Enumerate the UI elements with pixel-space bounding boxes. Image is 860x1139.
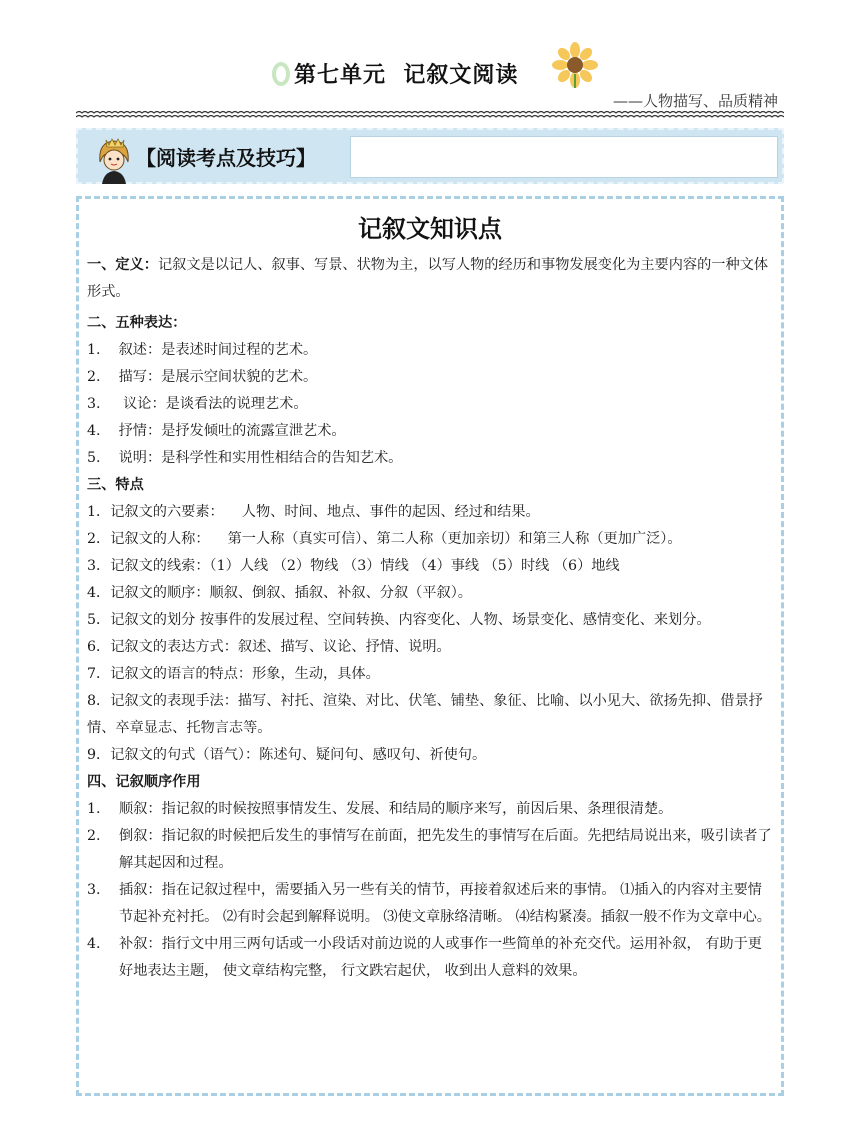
feature-item: 2．记叙文的人称： 第一人称（真实可信）、第二人称（更加亲切）和第三人称（更加广泛）。 bbox=[87, 531, 682, 547]
feature-item: 5．记叙文的划分 按事件的发展过程、空间转换、内容变化、人物、场景变化、感情变化、来划分。 bbox=[87, 612, 711, 628]
definition-label: 一、定义： bbox=[87, 257, 158, 273]
knowledge-box bbox=[76, 196, 784, 1096]
section-label: 【阅读考点及技巧】 bbox=[136, 146, 316, 170]
circle-decoration-icon bbox=[272, 62, 290, 86]
order-number: 3. bbox=[87, 882, 101, 898]
feature-item: 6．记叙文的表达方式：叙述、描写、议论、抒情、说明。 bbox=[87, 639, 451, 655]
order-text: 倒叙：指记叙的时候把后发生的事情写在前面，把先发生的事情写在后面。先把结局说出来，吸引读者了解其起因和过程。 bbox=[119, 828, 772, 871]
order-text: 插叙：指在记叙过程中，需要插入另一些有关的情节，再接着叙述后来的事情。 ⑴插入的内容对主要情节起补充衬托。 ⑵有时会起到解释说明。 ⑶使文章脉络清晰。 ⑷结构紧凑。插叙一般不作为文章中心。 bbox=[119, 882, 771, 925]
order-item bbox=[87, 823, 775, 877]
wave-divider bbox=[76, 110, 784, 120]
order-number: 4. bbox=[87, 936, 101, 952]
order-item bbox=[87, 877, 775, 931]
order-number: 2. bbox=[87, 828, 101, 844]
section-features-heading: 三、特点 bbox=[87, 477, 144, 493]
order-text: 补叙：指行文中用三两句话或一小段话对前边说的人或事作一些简单的补充交代。运用补叙， 有助于更好地表达主题， 使文章结构完整， 行文跌宕起伏， 收到出人意料的效果。 bbox=[119, 936, 762, 979]
sunflower-icon bbox=[552, 42, 598, 88]
expression-item: 4. 抒情：是抒发倾吐的流露宣泄艺术。 bbox=[87, 423, 346, 439]
page-subtitle: ——人物描写、品质精神 bbox=[612, 92, 778, 110]
feature-item: 8．记叙文的表现手法：描写、衬托、渲染、对比、伏笔、铺垫、象征、比喻、以小见大、欲扬先抑、借景抒情、卒章显志、托物言志等。 bbox=[87, 693, 763, 736]
feature-item: 4．记叙文的顺序：顺叙、倒叙、插叙、补叙、分叙（平叙）。 bbox=[87, 585, 472, 601]
expression-item: 2. 描写：是展示空间状貌的艺术。 bbox=[87, 369, 318, 385]
page-header bbox=[0, 40, 860, 110]
section-expressions-heading: 二、五种表达： bbox=[87, 315, 187, 331]
expression-item: 1. 叙述：是表述时间过程的艺术。 bbox=[87, 342, 318, 358]
knowledge-title: 记叙文知识点 bbox=[358, 215, 502, 243]
section-blank-box bbox=[350, 136, 778, 178]
girl-avatar-icon bbox=[92, 136, 136, 184]
title-wrap bbox=[272, 58, 518, 89]
definition-text: 记叙文是以记人、叙事、写景、状物为主，以写人物的经历和事物发展变化为主要内容的一种文体形式。 bbox=[87, 257, 769, 300]
section-header bbox=[76, 128, 784, 184]
order-number: 1. bbox=[87, 801, 101, 817]
feature-item: 3．记叙文的线索：（1）人线 （2）物线 （3）情线 （4）事线 （5）时线 （6）地线 bbox=[87, 558, 620, 574]
expression-item: 3. 议论：是谈看法的说理艺术。 bbox=[87, 396, 308, 412]
page-title: 第七单元 记叙文阅读 bbox=[294, 63, 519, 88]
order-item bbox=[87, 796, 775, 823]
expression-item: 5. 说明：是科学性和实用性相结合的告知艺术。 bbox=[87, 450, 403, 466]
order-item bbox=[87, 931, 775, 985]
feature-item: 9．记叙文的句式（语气）：陈述句、疑问句、感叹句、祈使句。 bbox=[87, 747, 487, 763]
order-text: 顺叙：指记叙的时候按照事情发生、发展、和结局的顺序来写，前因后果、条理很清楚。 bbox=[119, 801, 673, 817]
feature-item: 1．记叙文的六要素： 人物、时间、地点、事件的起因、经过和结果。 bbox=[87, 504, 540, 520]
section-orders-heading: 四、记叙顺序作用 bbox=[87, 774, 201, 790]
feature-item: 7．记叙文的语言的特点：形象，生动，具体。 bbox=[87, 666, 380, 682]
definition bbox=[87, 252, 775, 306]
